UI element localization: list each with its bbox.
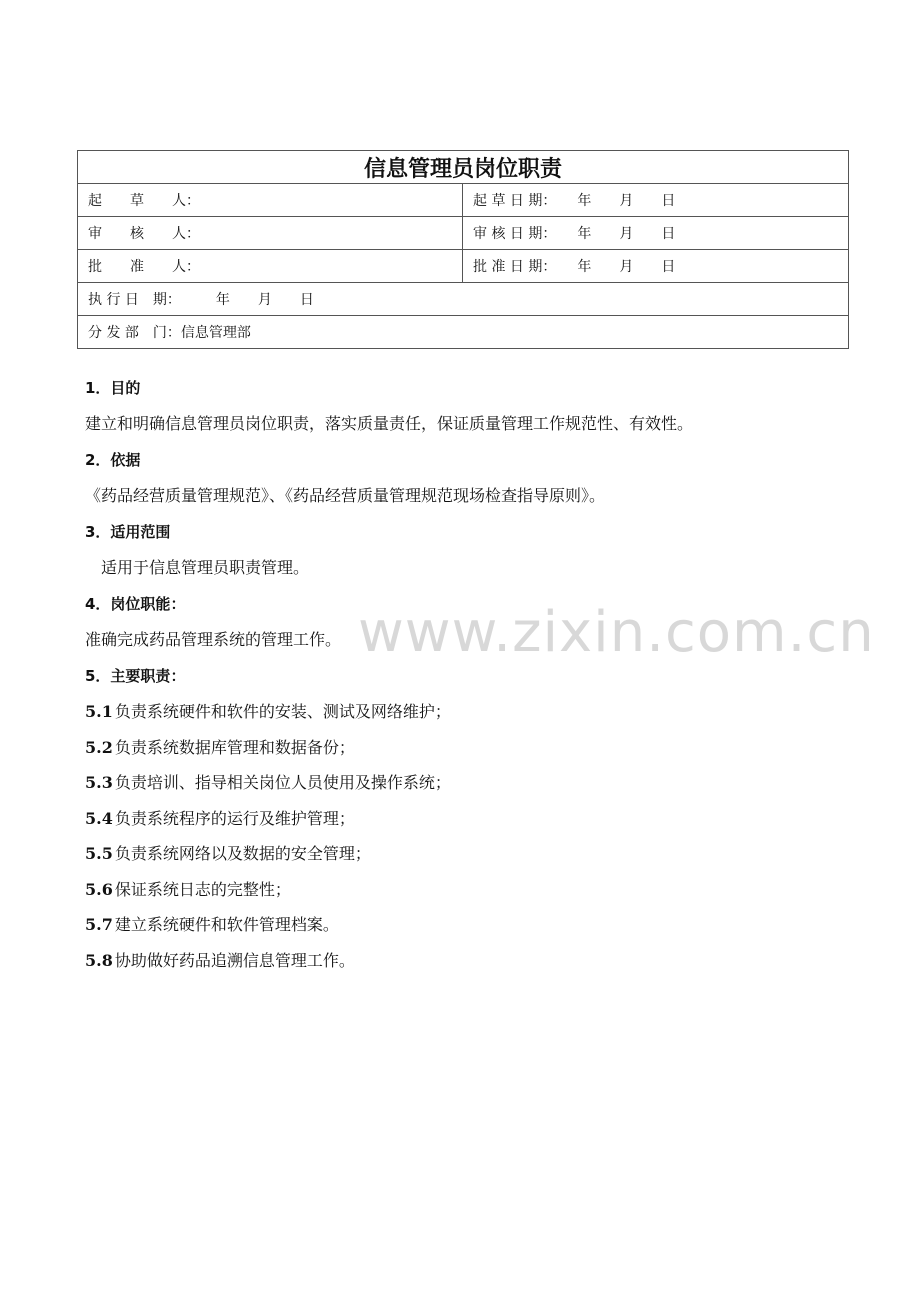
reviewer-row	[78, 217, 849, 250]
document-title: 信息管理员岗位职责	[78, 151, 849, 184]
duty-number: 5.6	[85, 879, 113, 899]
duty-text: 保证系统日志的完整性；	[114, 879, 291, 899]
duty-text: 协助做好药品追溯信息管理工作。	[114, 950, 355, 970]
duty-number: 5.8	[85, 950, 113, 970]
section-basis-text: 《药品经营质量管理规范》、《药品经营质量管理规范现场检查指导原则》。	[85, 486, 606, 505]
duty-text: 负责培训、指导相关岗位人员使用及操作系统；	[114, 773, 451, 792]
duty-text: 负责系统网络以及数据的安全管理；	[114, 844, 371, 863]
duty-number: 5.4	[85, 808, 113, 828]
duty-item	[85, 907, 845, 943]
draft-date-label: 起 草 日 期： 年 月 日	[463, 184, 849, 217]
section-function-text: 准确完成药品管理系统的管理工作。	[85, 630, 342, 649]
document-header-table	[77, 150, 849, 349]
duty-text: 负责系统硬件和软件的安装、测试及网络维护；	[114, 702, 451, 721]
duty-item	[85, 836, 845, 872]
review-date-label: 审 核 日 期： 年 月 日	[463, 217, 849, 250]
section-scope-heading: 3．适用范围	[85, 523, 171, 541]
section-purpose-heading: 1．目的	[85, 379, 141, 397]
duty-text: 建立系统硬件和软件管理档案。	[114, 915, 339, 934]
section-purpose-text: 建立和明确信息管理员岗位职责，落实质量责任，保证质量管理工作规范性、有效性。	[85, 414, 694, 433]
document-body	[85, 370, 845, 978]
duty-number: 5.3	[85, 773, 113, 792]
distribution-dept-label: 分 发 部 门：信息管理部	[78, 316, 849, 349]
section-scope-text: 适用于信息管理员职责管理。	[85, 558, 310, 577]
duty-item	[85, 730, 845, 766]
duty-number: 5.7	[85, 915, 113, 934]
duty-item	[85, 943, 845, 979]
duty-number: 5.5	[85, 844, 113, 863]
duty-item	[85, 872, 845, 908]
drafter-label: 起 草 人：	[78, 184, 463, 217]
watermark: www.zixin.com.cn	[358, 600, 875, 665]
approve-date-label: 批 准 日 期： 年 月 日	[463, 250, 849, 283]
section-function-heading: 4．岗位职能：	[85, 595, 186, 613]
drafter-row	[78, 184, 849, 217]
section-basis-heading: 2．依据	[85, 451, 141, 469]
duty-number: 5.1	[85, 702, 113, 721]
duty-text: 负责系统数据库管理和数据备份；	[114, 737, 355, 757]
section-duties-heading: 5．主要职责：	[85, 667, 186, 685]
duty-item	[85, 765, 845, 801]
approver-row	[78, 250, 849, 283]
reviewer-label: 审 核 人：	[78, 217, 463, 250]
duty-item	[85, 694, 845, 730]
duty-number: 5.2	[85, 737, 113, 757]
approver-label: 批 准 人：	[78, 250, 463, 283]
duty-text: 负责系统程序的运行及维护管理；	[114, 808, 355, 828]
duty-item	[85, 801, 845, 837]
execution-date-label: 执 行 日 期： 年 月 日	[78, 283, 849, 316]
